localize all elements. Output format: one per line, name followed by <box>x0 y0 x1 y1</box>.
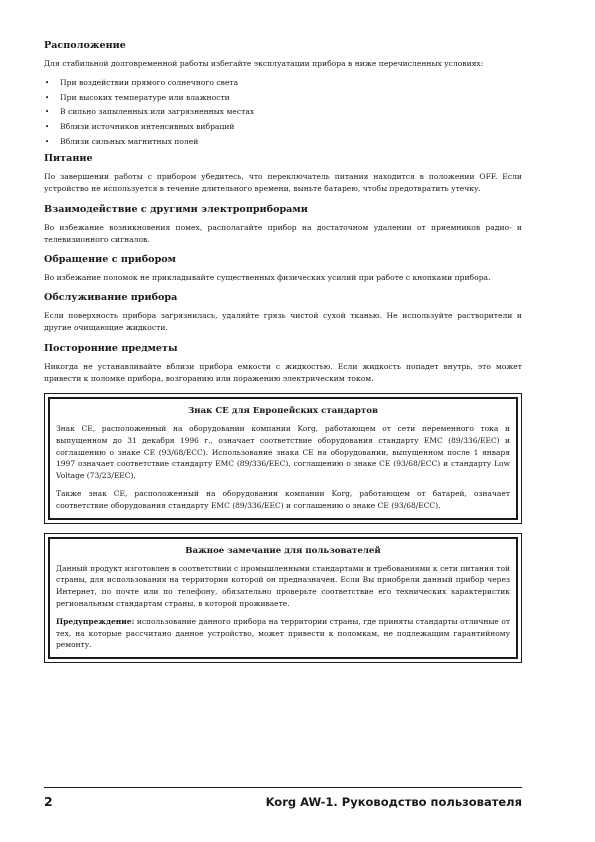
notice-box-warning <box>56 616 510 651</box>
page-footer <box>44 787 522 809</box>
ce-box-paragraph-1: Знак CE, расположенный на оборудовании компании Korg, работающем от сети переменного тока и выпущенном до 31 декабря 1996 г., означает соответствие оборудования стандарту EMC (89/336/EEC) и соглашению о знаке CE (93/68/ECC). Использование знака CE на оборудовании, выпущенном после 1 января 1997 означает соответствие стандарту EMC (89/336/EEC), соглашению о знаке CE (93/68/ECC) и стандарту Low Voltage (73/23/EEC). <box>56 424 510 481</box>
ce-box-title: Знак CE для Европейских стандартов <box>188 406 378 416</box>
section-text-care: Если поверхность прибора загрязнилась, удаляйте грязь чистой сухой тканью. Не используйте растворители и другие очищающие жидкости. <box>44 311 522 333</box>
section-heading-location: Расположение <box>44 40 126 51</box>
section-heading-interference: Взаимодействие с другими электроприборами <box>44 203 308 215</box>
section-heading-power: Питание <box>44 153 93 165</box>
bullet-icon: • <box>45 122 50 131</box>
page-content <box>44 40 522 663</box>
warning-label: Предупреждение: <box>56 616 135 626</box>
section-heading-care: Обслуживание прибора <box>44 292 178 304</box>
bullet-icon: • <box>45 108 50 117</box>
warning-text: использование данного прибора на территории страны, где приняты стандарты отличные от тех, на которые рассчитано данное устройство, может привести к поломкам, не подлежащим гарантийному ремонту. <box>56 616 510 650</box>
section-text-location: Для стабильной долговременной работы избегайте эксплуатации прибора в ниже перечисленных условиях: <box>44 59 484 68</box>
ce-mark-box <box>44 393 522 524</box>
conditions-list <box>44 76 522 149</box>
bullet-icon: • <box>45 137 50 146</box>
section-text-handling: Во избежание поломок не прикладывайте существенных физических усилий при работе с кнопками прибора. <box>44 272 491 282</box>
section-text-power: По завершении работы с прибором убедитесь, что переключатель питания находится в положении OFF. Если устройство не используется в течение длительного времени, выньте батарею, чтобы предотвратить утечку. <box>44 172 522 194</box>
list-item: • При воздействии прямого солнечного света <box>44 76 522 91</box>
notice-box-paragraph: Данный продукт изготовлен в соответствии с промышленными стандартами и требованиями к сети питания той страны, для использования на территории которой он предназначен. Если Вы приобрели данный прибор через Интернет, по почте или по телефону, обязательно проверьте соответствие его технических характеристик региональным стандартам страны, в которой проживаете. <box>56 563 510 608</box>
section-heading-handling: Обращение с прибором <box>44 253 177 265</box>
footer-title: Korg AW-1. Руководство пользователя <box>265 795 522 809</box>
bullet-icon: • <box>45 79 50 88</box>
list-item: • Вблизи сильных магнитных полей <box>44 135 522 150</box>
user-notice-box <box>44 533 522 664</box>
section-heading-foreign-objects: Посторонние предметы <box>44 342 178 354</box>
list-item: • При высоких температуре или влажности <box>44 91 522 106</box>
section-text-foreign-objects: Никогда не устанавливайте вблизи прибора емкости с жидкостью. Если жидкость попадет внутрь, это может привести к поломке прибора, возгоранию или поражению электрическим током. <box>44 361 522 383</box>
section-text-interference: Во избежание возникновения помех, располагайте прибор на достаточном удалении от приемников радио- и телевизионного сигналов. <box>44 222 522 244</box>
list-item: • В сильно запыленных или загрязненных местах <box>44 105 522 120</box>
bullet-icon: • <box>45 93 50 102</box>
ce-box-paragraph-2: Также знак CE, расположенный на оборудовании компании Korg, работающем от батарей, означает соответствие оборудования стандарту EMC (89/336/EEC) и соглашению о знаке CE (93/68/ECC). <box>56 488 510 510</box>
page-number: 2 <box>44 794 53 809</box>
notice-box-title: Важное замечание для пользователей <box>185 545 381 556</box>
list-item: • Вблизи источников интенсивных вибраций <box>44 120 522 135</box>
